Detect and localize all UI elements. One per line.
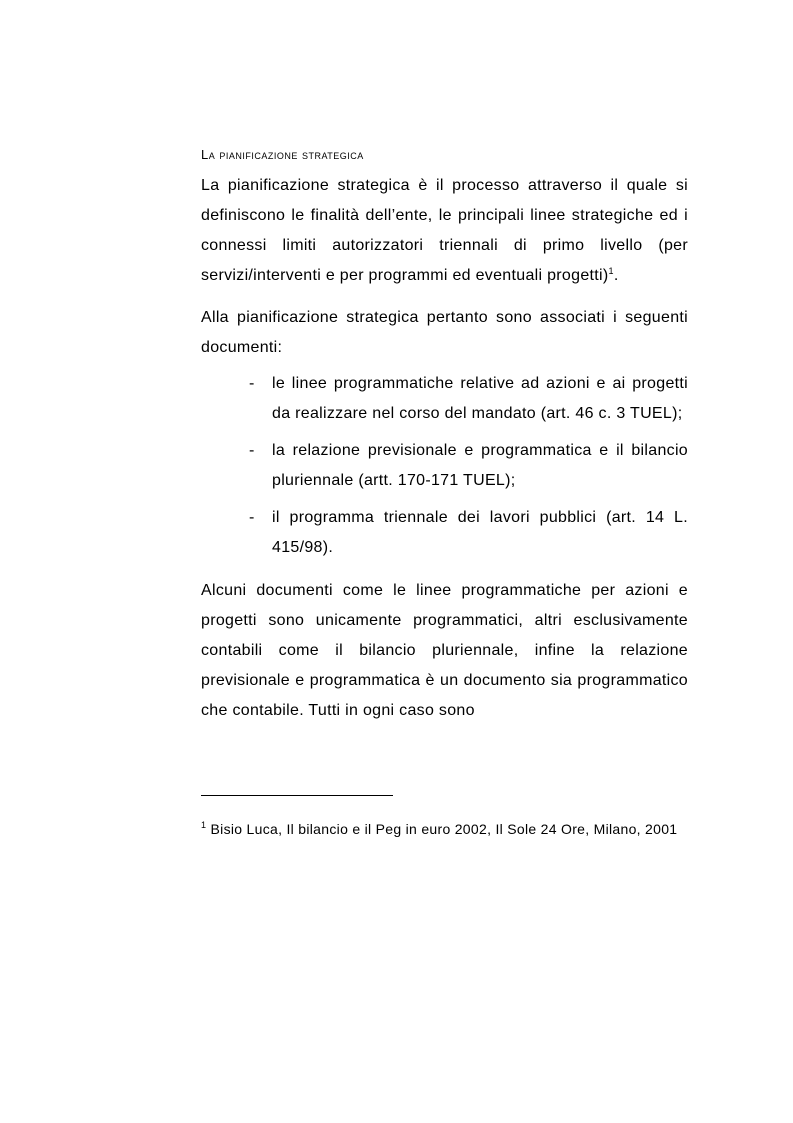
intro-end: . [613, 267, 619, 284]
list-marker: - [249, 375, 255, 392]
list-item-text: le linee programmatiche relative ad azioni e ai progetti da realizzare nel corso del mandato (art. 46 c. 3 TUEL); [272, 375, 688, 422]
closing-paragraph: Alcuni documenti come le linee programmatiche per azioni e progetti sono unicamente programmatici, altri esclusivamente contabili come il bilancio pluriennale, infine la relazione previsionale e programmatica è un documento sia programmatico che contabile. Tutti in ogni caso sono [201, 582, 688, 719]
document-body [201, 145, 688, 726]
list-item [201, 503, 688, 563]
footnote [201, 814, 688, 844]
footnote-text: Bisio Luca, Il bilancio e il Peg in euro 2002, Il Sole 24 Ore, Milano, 2001 [210, 821, 678, 837]
associated-paragraph: Alla pianificazione strategica pertanto sono associati i seguenti documenti: [201, 309, 688, 356]
footnote-number: 1 [201, 820, 207, 830]
list-marker: - [249, 442, 255, 459]
list-item [201, 436, 688, 496]
list-item-text: il programma triennale dei lavori pubblici (art. 14 L. 415/98). [272, 509, 688, 556]
list-marker: - [249, 509, 255, 526]
footnote-divider [201, 795, 393, 796]
intro-text: La pianificazione strategica è il processo attraverso il quale si definiscono le finalità dell’ente, le principali linee strategiche ed i connessi limiti autorizzatori triennali di primo livello (per servizi/interventi e per programmi ed eventuali progetti) [201, 177, 688, 284]
intro-paragraph [201, 171, 688, 291]
list-item-text: la relazione previsionale e programmatica e il bilancio pluriennale (artt. 170-171 TUEL); [272, 442, 688, 489]
list-item [201, 369, 688, 429]
footnote-reference[interactable]: 1 [608, 266, 614, 276]
section-heading: La pianificazione strategica [201, 147, 364, 162]
documents-list [201, 369, 688, 563]
